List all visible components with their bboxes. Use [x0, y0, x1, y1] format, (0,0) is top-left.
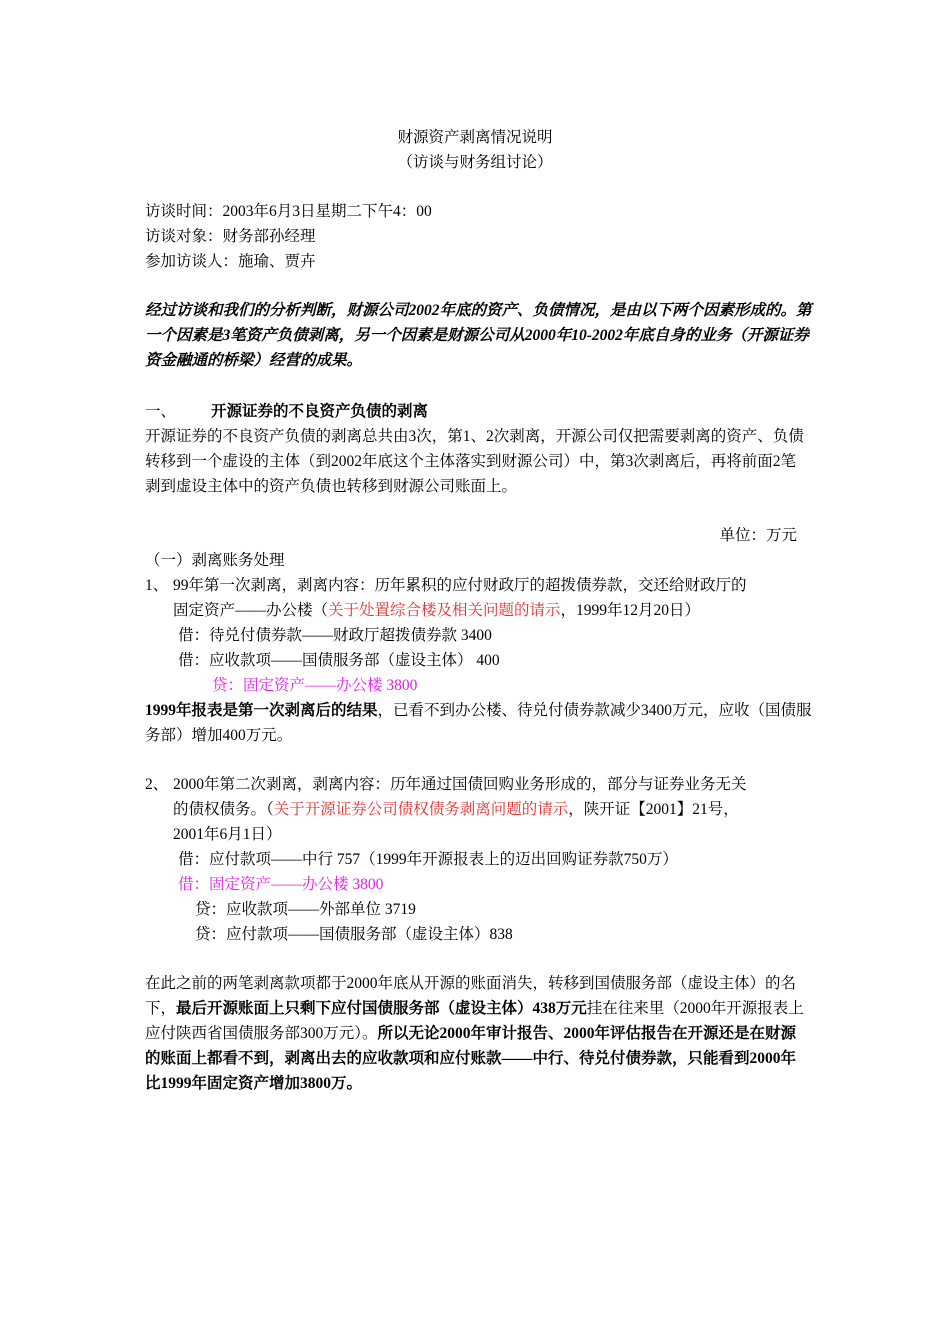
item2-reference: 关于开源证券公司债权债务剥离问题的请示	[273, 801, 569, 818]
item1-line1: 99年第一次剥离，剥离内容：历年累积的应付财政厅的超拨债券款，交还给财政厅的	[173, 577, 747, 594]
closing-paragraph	[145, 971, 811, 1096]
meta-target: 访谈对象：财务部孙经理	[145, 228, 316, 245]
meta-block	[145, 199, 815, 274]
section1-heading-row	[145, 399, 815, 424]
meta-time: 访谈时间：2003年6月3日星期二下午4：00	[145, 203, 432, 220]
summary-paragraph: 经过访谈和我们的分析判断，财源公司2002年底的资产、负债情况，是由以下两个因素形成的。第一个因素是3笔资产负债剥离，另一个因素是财源公司从2000年10-2002年底自身的业务（开源证券资金融通的桥梁）经营的成果。	[145, 302, 812, 369]
closing-text-1: 在此之前的两笔剥离款项都于2000年底从开源的账面消失，转移到国债服务部（虚设主体）的名下，	[145, 975, 797, 1017]
item1-entry-debit2: 借：应收款项——国债服务部（虚设主体） 400	[178, 652, 500, 669]
item2-line1: 2000年第二次剥离，剥离内容：历年通过国债回购业务形成的，部分与证券业务无关	[173, 776, 747, 793]
item1-entry-debit1: 借：待兑付债券款——财政厅超拨债券款 3400	[178, 627, 492, 644]
item1-line2-pre: 固定资产——办公楼（	[173, 602, 329, 619]
closing-text-2: 挂在往来里（2000年开源报表上应付陕西省国债服务部300万元）。	[145, 1000, 804, 1042]
section1-body: 开源证券的不良资产负债的剥离总共由3次，第1、2次剥离，开源公司仅把需要剥离的资产、负债转移到一个虚设的主体（到2002年底这个主体落实到财源公司）中，第3次剥离后，再将前面2笔剥到虚设主体中的资产负债也转移到财源公司账面上。	[145, 428, 804, 495]
item1-reference: 关于处置综合楼及相关问题的请示	[328, 602, 561, 619]
doc-subtitle: （访谈与财务组讨论）	[397, 154, 553, 171]
item2-entry-credit1: 贷：应收款项——外部单位 3719	[195, 901, 416, 918]
section1-number: 一、	[145, 403, 177, 420]
item1-block	[145, 573, 815, 698]
doc-title: 财源资产剥离情况说明	[397, 129, 553, 146]
item2-line2-pre: 的债权债务。（	[173, 801, 274, 818]
item1-entry-credit: 贷：固定资产——办公楼 3800	[212, 677, 418, 694]
closing-bold-2: 所以无论2000年审计报告、2000年评估报告在开源还是在财源的账面上都看不到，剥离出去的应收款项和应付账款——中行、待兑付债券款，只能看到2000年比1999年固定资产增加3800万。	[145, 1025, 797, 1092]
item2-entry-debit1: 借：应付款项——中行 757（1999年开源报表上的迈出回购证券款750万）	[178, 851, 678, 868]
item1-number: 1、	[145, 577, 169, 594]
meta-participants: 参加访谈人：施瑜、贾卉	[145, 253, 316, 270]
item2-line3: 2001年6月1日）	[173, 826, 282, 843]
item2-number: 2、	[145, 776, 169, 793]
unit-label: 单位：万元	[719, 527, 797, 544]
closing-bold-1: 最后开源账面上只剩下应付国债服务部（虚设主体）438万元	[176, 1000, 587, 1017]
section1-heading: 开源证券的不良资产负债的剥离	[211, 403, 429, 420]
item2-entry-credit2: 贷：应付款项——国债服务部（虚设主体）838	[195, 926, 513, 943]
item1-result-bold: 1999年报表是第一次剥离后的结果	[145, 702, 378, 719]
item1-result-rest: ，已看不到办公楼、待兑付债券款减少3400万元，应收（国债服务部）增加400万元。	[145, 702, 812, 744]
item1-result	[145, 698, 813, 748]
item2-block	[145, 772, 825, 947]
subsection-heading: （一）剥离账务处理	[145, 552, 285, 569]
item2-line2-post: ，陕开证【2001】21号，	[568, 801, 739, 818]
item2-entry-debit2: 借：固定资产——办公楼 3800	[178, 876, 384, 893]
item1-line2-post: ，1999年12月20日）	[560, 602, 701, 619]
